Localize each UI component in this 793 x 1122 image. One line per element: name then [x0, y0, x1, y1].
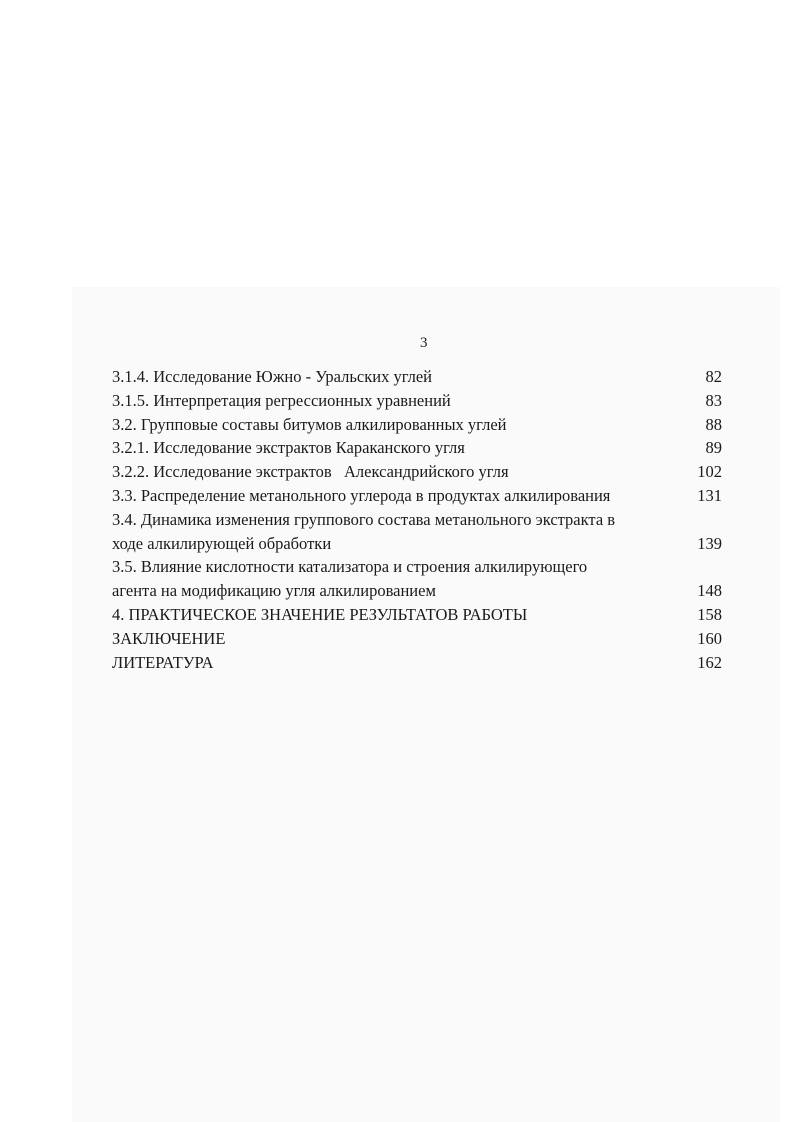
- toc-entry-title: 3.1.5. Интерпретация регрессионных уравнений: [112, 390, 451, 410]
- toc-entry-title-line: агента на модификацию угля алкилированием: [112, 581, 436, 601]
- toc-entry: [112, 484, 724, 508]
- toc-entry-page: 139: [697, 533, 722, 553]
- toc-entry-title-line: 3.5. Влияние кислотности катализатора и строения алкилирующего: [112, 557, 588, 577]
- toc-entry: [112, 389, 724, 413]
- toc-entry-title: ЛИТЕРАТУРА: [112, 652, 214, 672]
- toc-entry-page: 148: [697, 581, 722, 601]
- toc-entry-page: 88: [705, 414, 722, 434]
- toc-entry-title: 3.2.2. Исследование экстрактов Александрийского угля: [112, 462, 509, 482]
- toc-entry-title: 3.1.4. Исследование Южно - Уральских углей: [112, 367, 433, 386]
- toc-entry-page: 82: [705, 367, 722, 386]
- toc-entry-page: 89: [705, 438, 722, 458]
- toc-entry-page: 160: [697, 628, 722, 648]
- toc-entry-page: 162: [697, 652, 722, 672]
- toc-entry-title: 3.2. Групповые составы битумов алкилированных углей: [112, 414, 507, 434]
- toc-entry: [112, 436, 724, 460]
- page-number: 3: [420, 335, 428, 351]
- toc-entry: [112, 627, 724, 651]
- toc-entry: [112, 508, 724, 556]
- table-of-contents: [112, 365, 724, 674]
- toc-entry: [112, 413, 724, 437]
- toc-entry-title: ЗАКЛЮЧЕНИЕ: [112, 628, 226, 648]
- toc-entry-page: 102: [697, 462, 722, 482]
- toc-entry-title: 3.3. Распределение метанольного углерода в продуктах алкилирования: [112, 485, 611, 505]
- toc-entry-page: 158: [697, 604, 722, 624]
- toc-entry: [112, 651, 724, 675]
- toc-entry-page: 131: [697, 485, 722, 505]
- toc-entry: [112, 365, 724, 389]
- toc-entry-title: 3.2.1. Исследование экстрактов Караканского угля: [112, 438, 465, 458]
- toc-entry-title: 4. ПРАКТИЧЕСКОЕ ЗНАЧЕНИЕ РЕЗУЛЬТАТОВ РАБОТЫ: [112, 604, 528, 624]
- toc-entry: [112, 460, 724, 484]
- toc-entry-title-line: 3.4. Динамика изменения группового состава метанольного экстракта в: [112, 509, 616, 529]
- toc-entry-page: 83: [705, 390, 722, 410]
- toc-entry: [112, 603, 724, 627]
- toc-entry-title-line: ходе алкилирующей обработки: [112, 533, 332, 553]
- toc-entry: [112, 555, 724, 603]
